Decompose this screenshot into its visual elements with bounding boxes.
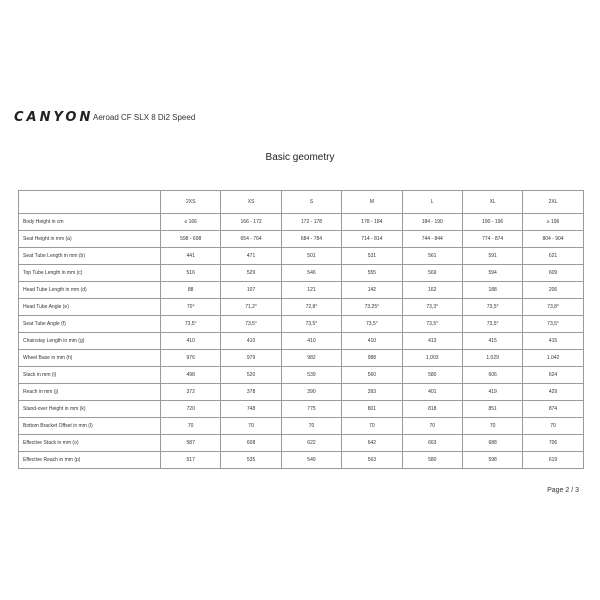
table-cell: 619 — [523, 452, 583, 469]
table-cell: 546 — [281, 265, 341, 282]
row-label: Chainstay Length in mm (g) — [19, 333, 161, 350]
table-cell: 1.003 — [402, 350, 462, 367]
table-row — [19, 214, 584, 231]
table-cell: 88 — [161, 282, 221, 299]
table-cell: 178 - 184 — [342, 214, 402, 231]
table-cell: 73,5° — [462, 299, 522, 316]
table-cell: 70 — [161, 418, 221, 435]
table-cell: 621 — [523, 248, 583, 265]
table-cell: 587 — [161, 435, 221, 452]
column-header: 2XL — [523, 191, 583, 214]
table-cell: 563 — [342, 452, 402, 469]
table-row — [19, 248, 584, 265]
table-cell: 107 — [221, 282, 281, 299]
table-cell: 410 — [281, 333, 341, 350]
table-cell: 684 - 784 — [281, 231, 341, 248]
table-cell: 393 — [342, 384, 402, 401]
table-cell: 606 — [462, 367, 522, 384]
table-cell: 73,5° — [402, 316, 462, 333]
table-cell: 410 — [221, 333, 281, 350]
table-cell: 73,3° — [402, 299, 462, 316]
table-cell: 206 — [523, 282, 583, 299]
row-label: Seat Height in mm (a) — [19, 231, 161, 248]
table-cell: 73,5° — [462, 316, 522, 333]
table-cell: 73,5° — [221, 316, 281, 333]
table-row — [19, 401, 584, 418]
table-cell: 569 — [402, 265, 462, 282]
model-name: Aeroad CF SLX 8 Di2 Speed — [93, 113, 196, 122]
table-cell: 1.029 — [462, 350, 522, 367]
table-cell: 598 - 698 — [161, 231, 221, 248]
table-cell: 501 — [281, 248, 341, 265]
column-header: M — [342, 191, 402, 214]
table-cell: 979 — [221, 350, 281, 367]
table-cell: 142 — [342, 282, 402, 299]
table-cell: 73,5° — [281, 316, 341, 333]
table-cell: 70 — [462, 418, 522, 435]
table-cell: 415 — [523, 333, 583, 350]
table-cell: 70 — [402, 418, 462, 435]
table-cell: 520 — [221, 367, 281, 384]
row-label: Bottom Bracket Offset in mm (l) — [19, 418, 161, 435]
table-cell: 410 — [342, 333, 402, 350]
table-cell: 560 — [342, 367, 402, 384]
table-cell: ≤ 166 — [161, 214, 221, 231]
table-cell: 535 — [221, 452, 281, 469]
table-cell: 775 — [281, 401, 341, 418]
table-cell: 73,8° — [523, 299, 583, 316]
table-cell: 624 — [523, 367, 583, 384]
table-cell: 188 — [462, 282, 522, 299]
table-cell: 172 - 178 — [281, 214, 341, 231]
table-row — [19, 435, 584, 452]
table-cell: 549 — [281, 452, 341, 469]
table-cell: 415 — [462, 333, 522, 350]
table-cell: 441 — [161, 248, 221, 265]
table-cell: 706 — [523, 435, 583, 452]
table-cell: 410 — [161, 333, 221, 350]
table-cell: 851 — [462, 401, 522, 418]
table-cell: 744 - 844 — [402, 231, 462, 248]
table-cell: 988 — [342, 350, 402, 367]
row-label: Seat Tube Angle (f) — [19, 316, 161, 333]
table-row — [19, 384, 584, 401]
table-body — [19, 214, 584, 469]
table-header-row — [19, 191, 584, 214]
table-cell: 642 — [342, 435, 402, 452]
table-cell: ≥ 196 — [523, 214, 583, 231]
table-cell: 401 — [402, 384, 462, 401]
table-cell: 801 — [342, 401, 402, 418]
table-cell: 976 — [161, 350, 221, 367]
table-row — [19, 231, 584, 248]
row-label: Wheel Base in mm (h) — [19, 350, 161, 367]
table-cell: 73.25° — [342, 299, 402, 316]
table-cell: 372 — [161, 384, 221, 401]
row-label: Top Tube Length in mm (c) — [19, 265, 161, 282]
column-header: L — [402, 191, 462, 214]
table-cell: 598 — [462, 452, 522, 469]
table-cell: 166 - 172 — [221, 214, 281, 231]
table-cell: 471 — [221, 248, 281, 265]
table-cell: 580 — [402, 452, 462, 469]
table-cell: 73,5° — [523, 316, 583, 333]
column-header: XL — [462, 191, 522, 214]
table-cell: 517 — [161, 452, 221, 469]
page-number: Page 2 / 3 — [547, 487, 579, 494]
table-cell: 71,2° — [221, 299, 281, 316]
table-cell: 121 — [281, 282, 341, 299]
row-label: Effective Stack in mm (o) — [19, 435, 161, 452]
row-label: Head Tube Length in mm (d) — [19, 282, 161, 299]
table-cell: 1.042 — [523, 350, 583, 367]
table-cell: 580 — [402, 367, 462, 384]
table-row — [19, 452, 584, 469]
table-cell: 72,8° — [281, 299, 341, 316]
table-cell: 774 - 874 — [462, 231, 522, 248]
table-cell: 162 — [402, 282, 462, 299]
row-label: Effective Reach in mm (p) — [19, 452, 161, 469]
table-cell: 654 - 764 — [221, 231, 281, 248]
table-cell: 714 - 814 — [342, 231, 402, 248]
brand-logo: CANYON — [14, 110, 94, 125]
table-row — [19, 367, 584, 384]
row-label: Reach in mm (j) — [19, 384, 161, 401]
table-cell: 818 — [402, 401, 462, 418]
table-cell: 804 - 904 — [523, 231, 583, 248]
column-header: 2XS — [161, 191, 221, 214]
row-label: Body Height in cm — [19, 214, 161, 231]
column-header — [19, 191, 161, 214]
table-cell: 70° — [161, 299, 221, 316]
table-row — [19, 299, 584, 316]
table-cell: 378 — [221, 384, 281, 401]
row-label: Head Tube Angle (e) — [19, 299, 161, 316]
table-cell: 70 — [281, 418, 341, 435]
table-row — [19, 350, 584, 367]
table-cell: 663 — [402, 435, 462, 452]
table-cell: 419 — [462, 384, 522, 401]
table-cell: 73,5° — [161, 316, 221, 333]
table-cell: 561 — [402, 248, 462, 265]
table-row — [19, 265, 584, 282]
column-header: S — [281, 191, 341, 214]
table-cell: 390 — [281, 384, 341, 401]
page-title: Basic geometry — [265, 152, 335, 163]
table-cell: 531 — [342, 248, 402, 265]
column-header: XS — [221, 191, 281, 214]
table-cell: 982 — [281, 350, 341, 367]
table-row — [19, 282, 584, 299]
geometry-table — [18, 190, 584, 469]
table-cell: 539 — [281, 367, 341, 384]
table-cell: 720 — [161, 401, 221, 418]
table-row — [19, 333, 584, 350]
table-cell: 608 — [221, 435, 281, 452]
table-cell: 70 — [221, 418, 281, 435]
table-cell: 609 — [523, 265, 583, 282]
table-cell: 555 — [342, 265, 402, 282]
table-cell: 529 — [221, 265, 281, 282]
table-cell: 70 — [342, 418, 402, 435]
table-cell: 688 — [462, 435, 522, 452]
table-cell: 498 — [161, 367, 221, 384]
table-cell: 73,5° — [342, 316, 402, 333]
table-row — [19, 316, 584, 333]
row-label: Stand-over Height in mm (k) — [19, 401, 161, 418]
table-cell: 516 — [161, 265, 221, 282]
table-cell: 429 — [523, 384, 583, 401]
table-cell: 413 — [402, 333, 462, 350]
table-cell: 594 — [462, 265, 522, 282]
row-label: Stack in mm (i) — [19, 367, 161, 384]
table-cell: 184 - 190 — [402, 214, 462, 231]
table-cell: 874 — [523, 401, 583, 418]
table-cell: 70 — [523, 418, 583, 435]
table-row — [19, 418, 584, 435]
table-cell: 190 - 196 — [462, 214, 522, 231]
table-cell: 591 — [462, 248, 522, 265]
table-cell: 748 — [221, 401, 281, 418]
table-cell: 622 — [281, 435, 341, 452]
row-label: Seat Tube Length in mm (b) — [19, 248, 161, 265]
